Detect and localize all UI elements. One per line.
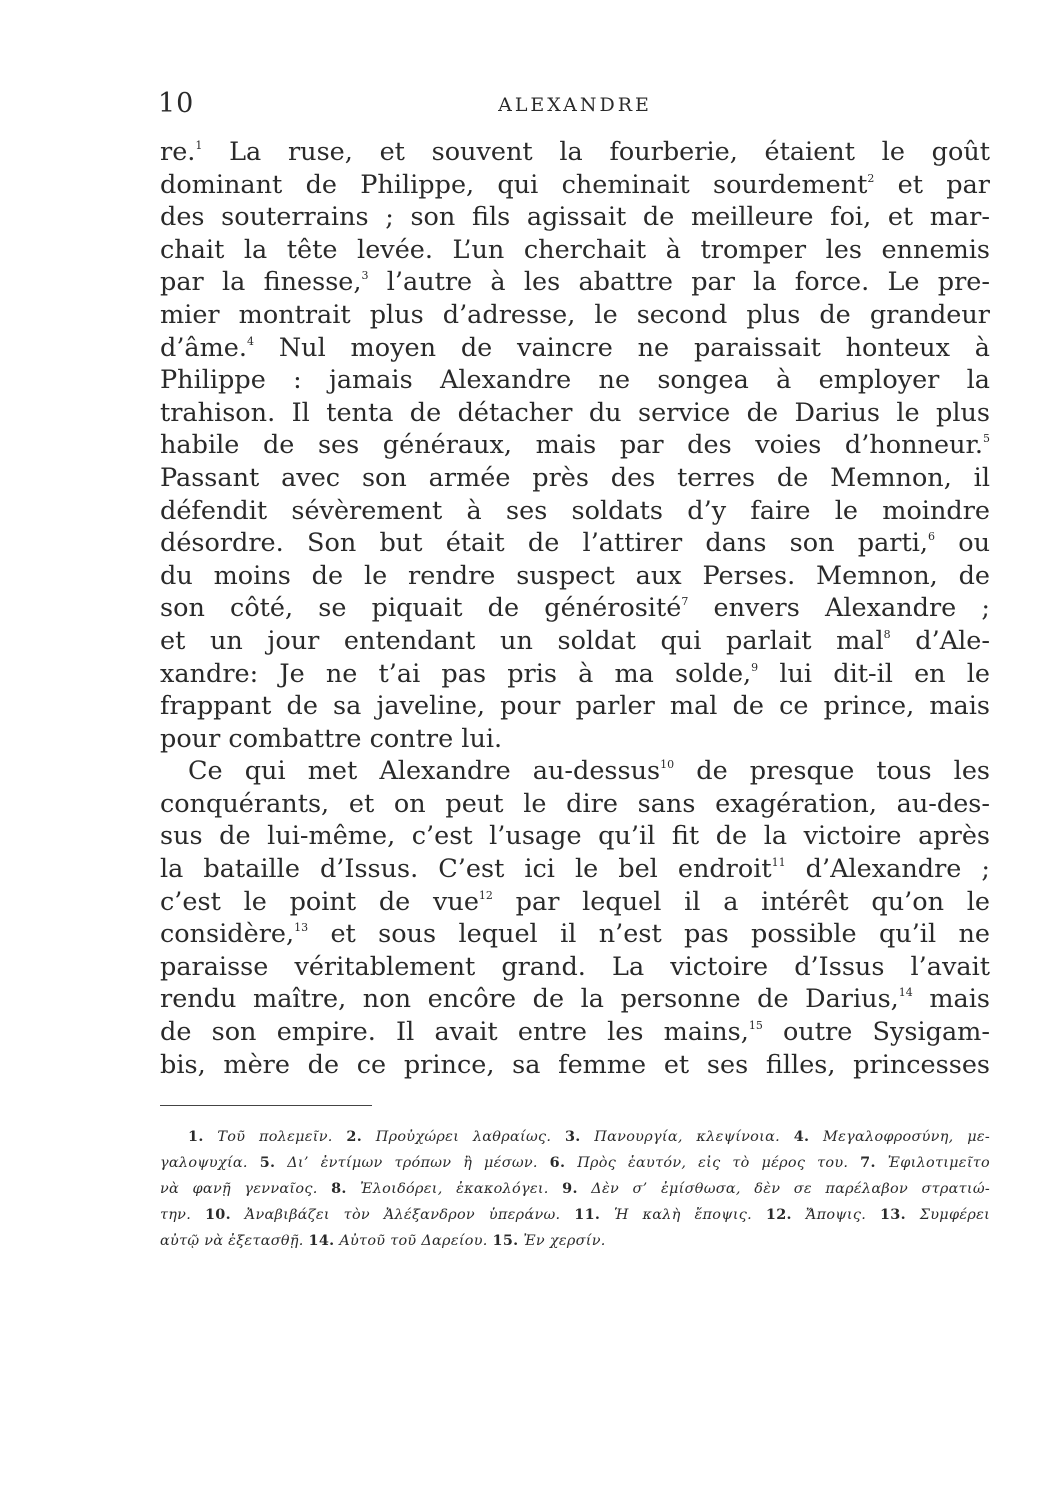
footnote-number: 10. [204, 1206, 231, 1224]
footnote-text: Πρὸς ἑαυτόν, εἰς τὸ μέρος του. [577, 1155, 849, 1172]
text-line: paraisse véritablement grand. La victoire d’Issus l’avait [160, 951, 990, 982]
text-line: défendit sévèrement à ses soldats d’y faire le moindre [160, 495, 990, 526]
book-page [160, 88, 990, 1254]
footnote-text: Ἀναβιβάζει τὸν Ἀλέξανδρον ὑπεράνω. [244, 1207, 561, 1224]
footnote-number: 6. [549, 1154, 566, 1172]
text-line: des souterrains ; son fils agissait de meilleure foi, et mar- [160, 202, 990, 233]
footnote-divider [160, 1105, 372, 1106]
footnote-text: Προὐχώρει λαθραίως. [375, 1129, 552, 1146]
footnote-ref: 1 [195, 139, 203, 152]
body-text [160, 136, 990, 1081]
footnote-text: Ἐν χερσίν. [523, 1233, 606, 1250]
footnote-line [160, 1228, 990, 1254]
footnote-text: Δι’ ἐντίμων τρόπων ἢ μέσων. [287, 1155, 538, 1172]
footnote-ref: 8 [883, 627, 891, 641]
footnote-ref: 5 [983, 432, 990, 446]
footnote-number: 13. [879, 1206, 906, 1224]
text-line: habile de ses généraux, mais par des voies d’honneur.$^5$ [160, 430, 990, 461]
footnote-ref: 4 [247, 334, 255, 348]
footnote-ref: 10 [660, 758, 675, 772]
footnote-ref: 9 [751, 660, 759, 674]
footnote-text: Ἄποψις. [805, 1207, 867, 1224]
text-line: mier montrait plus d’adresse, le second plus de grandeur [160, 299, 990, 330]
footnote-ref: 15 [748, 1019, 763, 1033]
text-line: c’est le point de vue$^{12}$ par lequel il a intérêt qu’on le [160, 886, 990, 917]
footnote-ref: 2 [867, 171, 875, 185]
footnote-text: γαλοψυχία. [160, 1155, 248, 1172]
footnote-text: Ἐφιλοτιμεῖτο [887, 1155, 990, 1172]
footnote-line [160, 1150, 990, 1176]
footnote-ref: 11 [771, 856, 786, 870]
footnote-text: Ἐλοιδόρει, ἐκακολόγει. [360, 1181, 549, 1198]
text-line: dominant de Philippe, qui cheminait sourdement$^2$ et par [160, 169, 990, 200]
text-line: considère,$^{13}$ et sous lequel il n’est pas possible qu’il ne [160, 919, 990, 950]
footnote-ref: 6 [927, 530, 935, 544]
text-line: et un jour entendant un soldat qui parlait mal$^8$ d’Ale- [160, 625, 990, 656]
text-line: rendu maître, non encôre de la personne de Darius,$^{14}$ mais [160, 984, 990, 1015]
text-line: d’âme.$^4$ Nul moyen de vaincre ne paraissait honteux à [160, 332, 990, 363]
footnote-text: Δὲν σ’ ἐμίσθωσα, δὲν σε παρέλαβον στρατιώ- [591, 1181, 991, 1198]
text-line: conquérants, et on peut le dire sans exagération, au-des- [160, 788, 990, 819]
footnote-text: νὰ φανῇ γενναῖος. [160, 1181, 318, 1198]
footnote-number: 2. [346, 1128, 363, 1146]
text-line: re.$^1$ La ruse, et souvent la fourberie, étaient le goût [160, 137, 990, 167]
text-line: du moins de le rendre suspect aux Perses. Memnon, de [160, 560, 990, 591]
text-line: chait la tête levée. L’un cherchait à tromper les ennemis [160, 234, 990, 265]
footnote-number: 5. [259, 1154, 276, 1172]
page-number: 10 [158, 88, 195, 119]
text-line: sus de lui-même, c’est l’usage qu’il fit de la victoire après [160, 821, 990, 852]
text-line: la bataille d’Issus. C’est ici le bel endroit$^{11}$ d’Alexandre ; [160, 854, 990, 885]
text-line: Philippe : jamais Alexandre ne songea à employer la [160, 365, 990, 396]
text-line: Ce qui met Alexandre au-dessus$^{10}$ de presque tous les [188, 756, 990, 787]
footnote-line [160, 1124, 990, 1150]
footnote-text: Ἡ καλὴ ἔποψις. [614, 1207, 753, 1224]
text-line: de son empire. Il avait entre les mains,$^{15}$ outre Sysigam- [160, 1017, 990, 1048]
footnote-ref: 14 [898, 986, 913, 1000]
text-line: pour combattre contre lui. [160, 723, 503, 754]
footnote-number: 8. [331, 1180, 347, 1198]
footnote-number: 11. [574, 1206, 601, 1224]
footnote-number: 4. [793, 1128, 810, 1146]
footnote-text: Αὐτοῦ τοῦ Δαρείου. [339, 1233, 488, 1250]
footnote-number: 9. [562, 1180, 578, 1198]
text-line: Passant avec son armée près des terres de Memnon, il [160, 462, 990, 493]
text-line: bis, mère de ce prince, sa femme et ses filles, princesses [160, 1049, 990, 1080]
footnote-ref: 13 [294, 921, 309, 935]
footnote-ref: 7 [681, 595, 689, 609]
footnote-number: 15. [492, 1232, 519, 1250]
footnote-line [160, 1176, 990, 1202]
footnote-text: Συμφέρει [919, 1207, 991, 1224]
footnote-text: Πανουργία, κλεψίνοια. [594, 1129, 780, 1146]
footnote-text: Μεγαλοφροσύνη, με- [823, 1129, 991, 1146]
running-head [160, 88, 990, 128]
running-title: ALEXANDRE [498, 94, 652, 116]
text-line: frappant de sa javeline, pour parler mal de ce prince, mais [160, 691, 990, 722]
footnote-text: την. [160, 1207, 192, 1224]
footnote-ref: 3 [361, 269, 369, 283]
footnote-number: 1. [188, 1128, 204, 1146]
footnote-number: 14. [308, 1232, 335, 1250]
footnote-number: 7. [860, 1154, 876, 1172]
footnote-number: 3. [564, 1128, 581, 1146]
text-line: trahison. Il tenta de détacher du service de Darius le plus [160, 397, 990, 428]
text-line: xandre: Je ne t’ai pas pris à ma solde,$^9$ lui dit-il en le [160, 658, 990, 689]
footnote-text: αὐτῷ νὰ ἐξετασθῇ. [160, 1233, 304, 1250]
text-line: son côté, se piquait de générosité$^7$ envers Alexandre ; [160, 593, 990, 624]
footnote-number: 12. [765, 1206, 792, 1224]
footnote-ref: 12 [478, 888, 493, 902]
text-line: désordre. Son but était de l’attirer dans son parti,$^6$ ou [160, 528, 990, 559]
footnotes [160, 1124, 990, 1254]
footnote-text: Τοῦ πολεμεῖν. [217, 1129, 333, 1146]
footnote-line [160, 1202, 990, 1228]
text-line: par la finesse,$^3$ l’autre à les abattre par la force. Le pre- [160, 267, 990, 298]
